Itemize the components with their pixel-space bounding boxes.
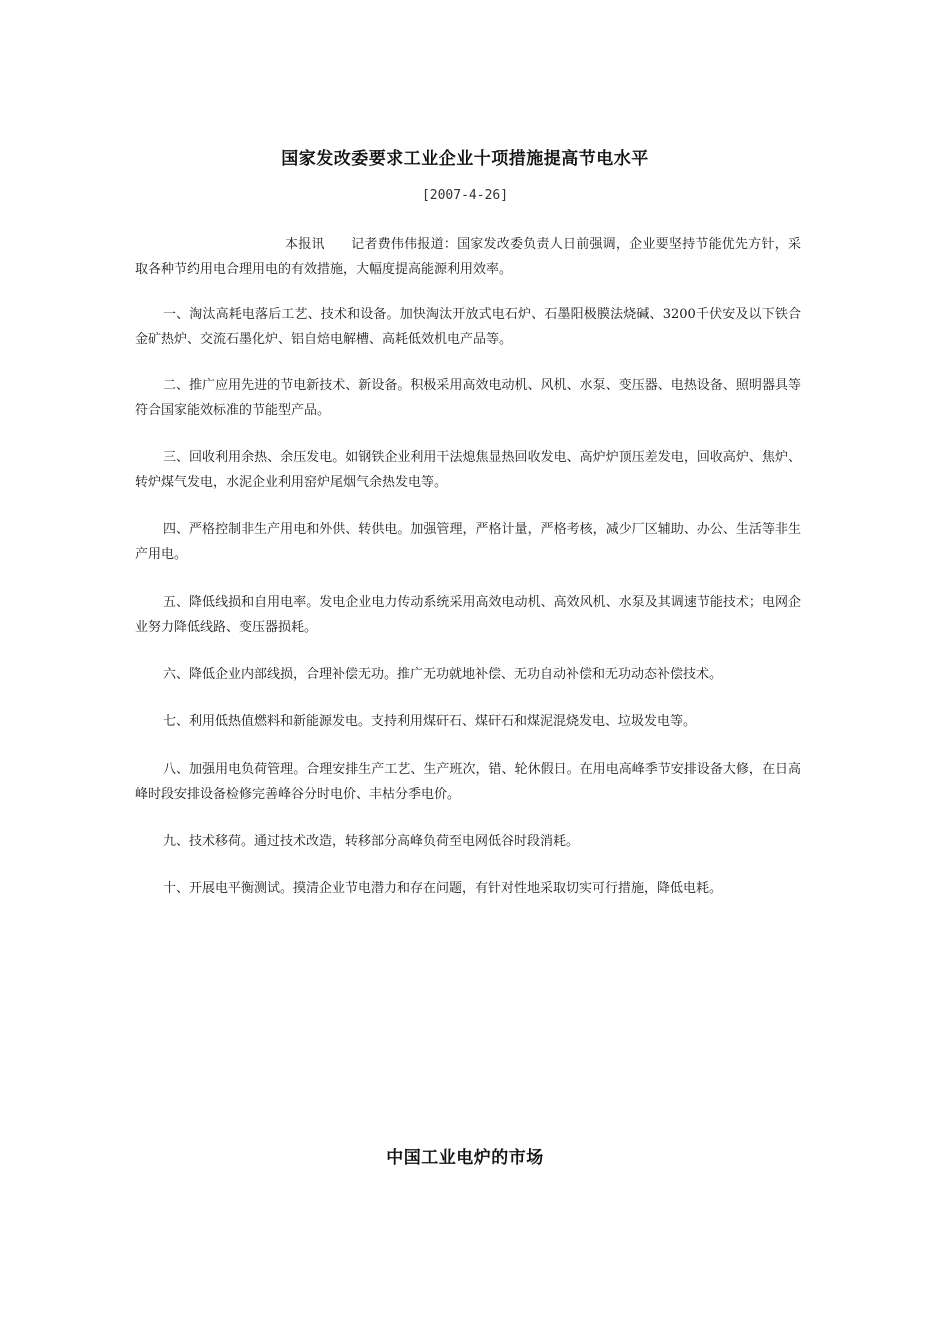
measure-7: 七、利用低热值燃料和新能源发电。支持利用煤矸石、煤矸石和煤泥混烧发电、垃圾发电等。 <box>163 714 697 729</box>
measure-1: 一、淘汰高耗电落后工艺、技术和设备。加快淘汰开放式电石炉、石墨阳极膜法烧碱、3200千伏安及以下铁合金矿热炉、交流石墨化炉、铝自焙电解槽、高耗低效机电产品等。 <box>135 307 801 347</box>
article-title: 国家发改委要求工业企业十项措施提高节电水平 <box>281 149 649 169</box>
measure-10: 十、开展电平衡测试。摸清企业节电潜力和存在问题，有针对性地采取切实可行措施，降低电耗。 <box>163 881 723 896</box>
measure-6: 六、降低企业内部线损，合理补偿无功。推广无功就地补偿、无功自动补偿和无功动态补偿技术。 <box>163 667 723 682</box>
measure-2: 二、推广应用先进的节电新技术、新设备。积极采用高效电动机、风机、水泵、变压器、电热设备、照明器具等符合国家能效标准的节能型产品。 <box>135 378 801 418</box>
measure-9: 九、技术移荷。通过技术改造，转移部分高峰负荷至电网低谷时段消耗。 <box>163 834 580 849</box>
measure-5: 五、降低线损和自用电率。发电企业电力传动系统采用高效电动机、高效风机、水泵及其调速节能技术；电网企业努力降低线路、变压器损耗。 <box>135 595 801 635</box>
measure-4: 四、严格控制非生产用电和外供、转供电。加强管理，严格计量，严格考核，减少厂区辅助、办公、生活等非生产用电。 <box>135 522 801 562</box>
lead-paragraph: 本报讯 记者费伟伟报道：国家发改委负责人日前强调，企业要坚持节能优先方针，采取各种节约用电合理用电的有效措施，大幅度提高能源利用效率。 <box>135 237 801 277</box>
measure-8: 八、加强用电负荷管理。合理安排生产工艺、生产班次，错、轮休假日。在用电高峰季节安排设备大修，在日高峰时段安排设备检修完善峰谷分时电价、丰枯分季电价。 <box>135 762 801 802</box>
article-date: [2007-4-26] <box>421 188 509 203</box>
measure-3: 三、回收利用余热、余压发电。如钢铁企业利用干法熄焦显热回收发电、高炉炉顶压差发电，回收高炉、焦炉、转炉煤气发电，水泥企业利用窑炉尾烟气余热发电等。 <box>135 450 801 490</box>
section-title: 中国工业电炉的市场 <box>386 1148 544 1168</box>
